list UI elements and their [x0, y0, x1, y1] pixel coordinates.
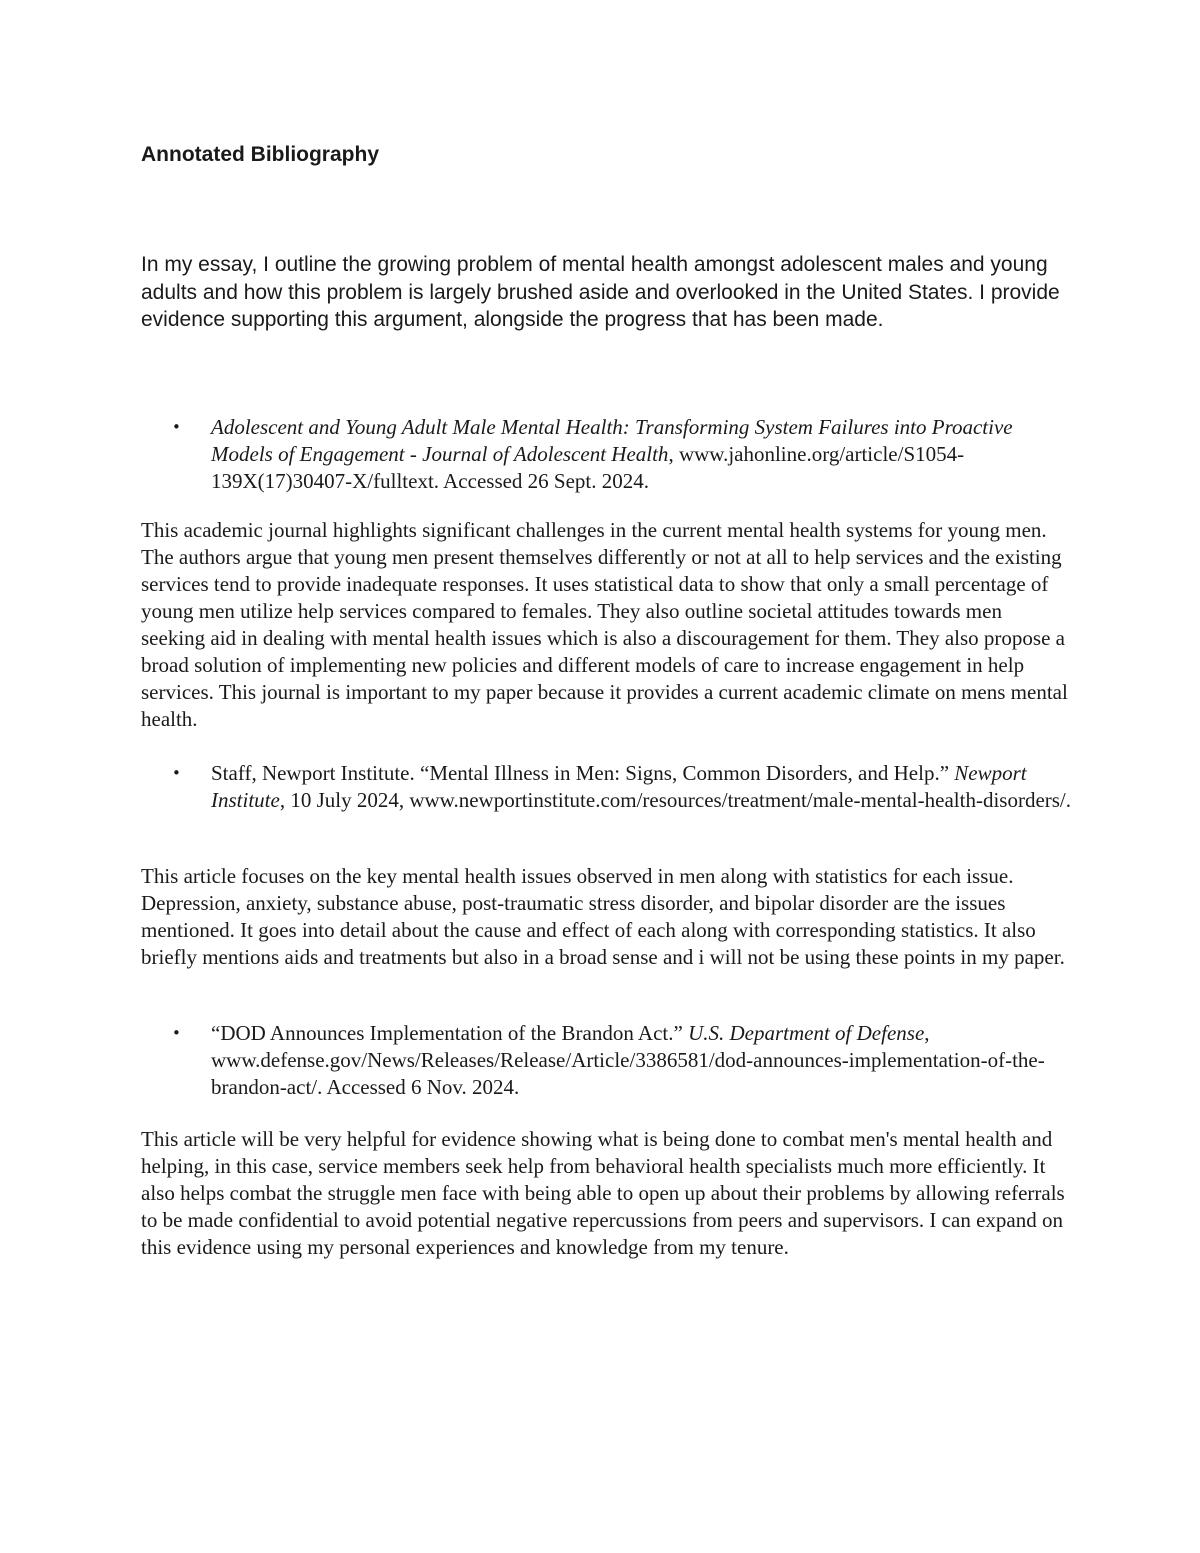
citation-2	[211, 760, 1071, 814]
document-title: Annotated Bibliography	[141, 143, 379, 166]
citation-details: , www.defense.gov/News/Releases/Release/Article/3386581/dod-announces-implementation-of-the-brandon-act/. Accessed 6 Nov. 2024.	[211, 1021, 1045, 1099]
bullet-icon: •	[172, 764, 181, 782]
annotation-2: This article focuses on the key mental health issues observed in men along with statistics for each issue. Depression, anxiety, substance abuse, post-traumatic stress disorder, and bipolar disorder are the issues mentioned. It goes into detail about the cause and effect of each along with corresponding statistics. It also briefly mentions aids and treatments but also in a broad sense and i will not be using these points in my paper.	[141, 864, 1065, 969]
citation-title: Adolescent and Young Adult Male Mental Health: Transforming System Failures into Proactive Models of Engagement - Journal of Adolescent Health	[211, 415, 1013, 466]
citation-3	[211, 1020, 1071, 1101]
citation-source: U.S. Department of Defense	[688, 1021, 925, 1045]
citation-author-title: Staff, Newport Institute. “Mental Illness in Men: Signs, Common Disorders, and Help.”	[211, 761, 955, 785]
intro-paragraph: In my essay, I outline the growing problem of mental health amongst adolescent males and young adults and how this problem is largely brushed aside and overlooked in the United States. I provide evidence supporting this argument, alongside the progress that has been made.	[141, 253, 1060, 331]
annotation-1: This academic journal highlights significant challenges in the current mental health systems for young men. The authors argue that young men present themselves differently or not at all to help services and the existing services tend to provide inadequate responses. It uses statistical data to show that only a small percentage of young men utilize help services compared to females. They also outline societal attitudes towards men seeking aid in dealing with mental health issues which is also a discouragement for them. They also propose a broad solution of implementing new policies and different models of care to increase engagement in help services. This journal is important to my paper because it provides a current academic climate on mens mental health.	[141, 518, 1068, 731]
citation-1	[211, 414, 1071, 495]
citation-title: “DOD Announces Implementation of the Brandon Act.”	[211, 1021, 689, 1045]
citation-source: Newport Institute	[211, 761, 1027, 812]
bullet-icon: •	[172, 1024, 181, 1042]
bullet-icon: •	[172, 418, 181, 436]
annotation-3: This article will be very helpful for evidence showing what is being done to combat men's mental health and helping, in this case, service members seek help from behavioral health specialists much more efficiently. It also helps combat the struggle men face with being able to open up about their problems by allowing referrals to be made confidential to avoid potential negative repercussions from peers and supervisors. I can expand on this evidence using my personal experiences and knowledge from my tenure.	[141, 1127, 1065, 1259]
citation-details: , www.jahonline.org/article/S1054-139X(17)30407-X/fulltext. Accessed 26 Sept. 2024.	[211, 442, 965, 493]
citation-details: , 10 July 2024, www.newportinstitute.com/resources/treatment/male-mental-health-disorders/.	[279, 788, 1072, 812]
